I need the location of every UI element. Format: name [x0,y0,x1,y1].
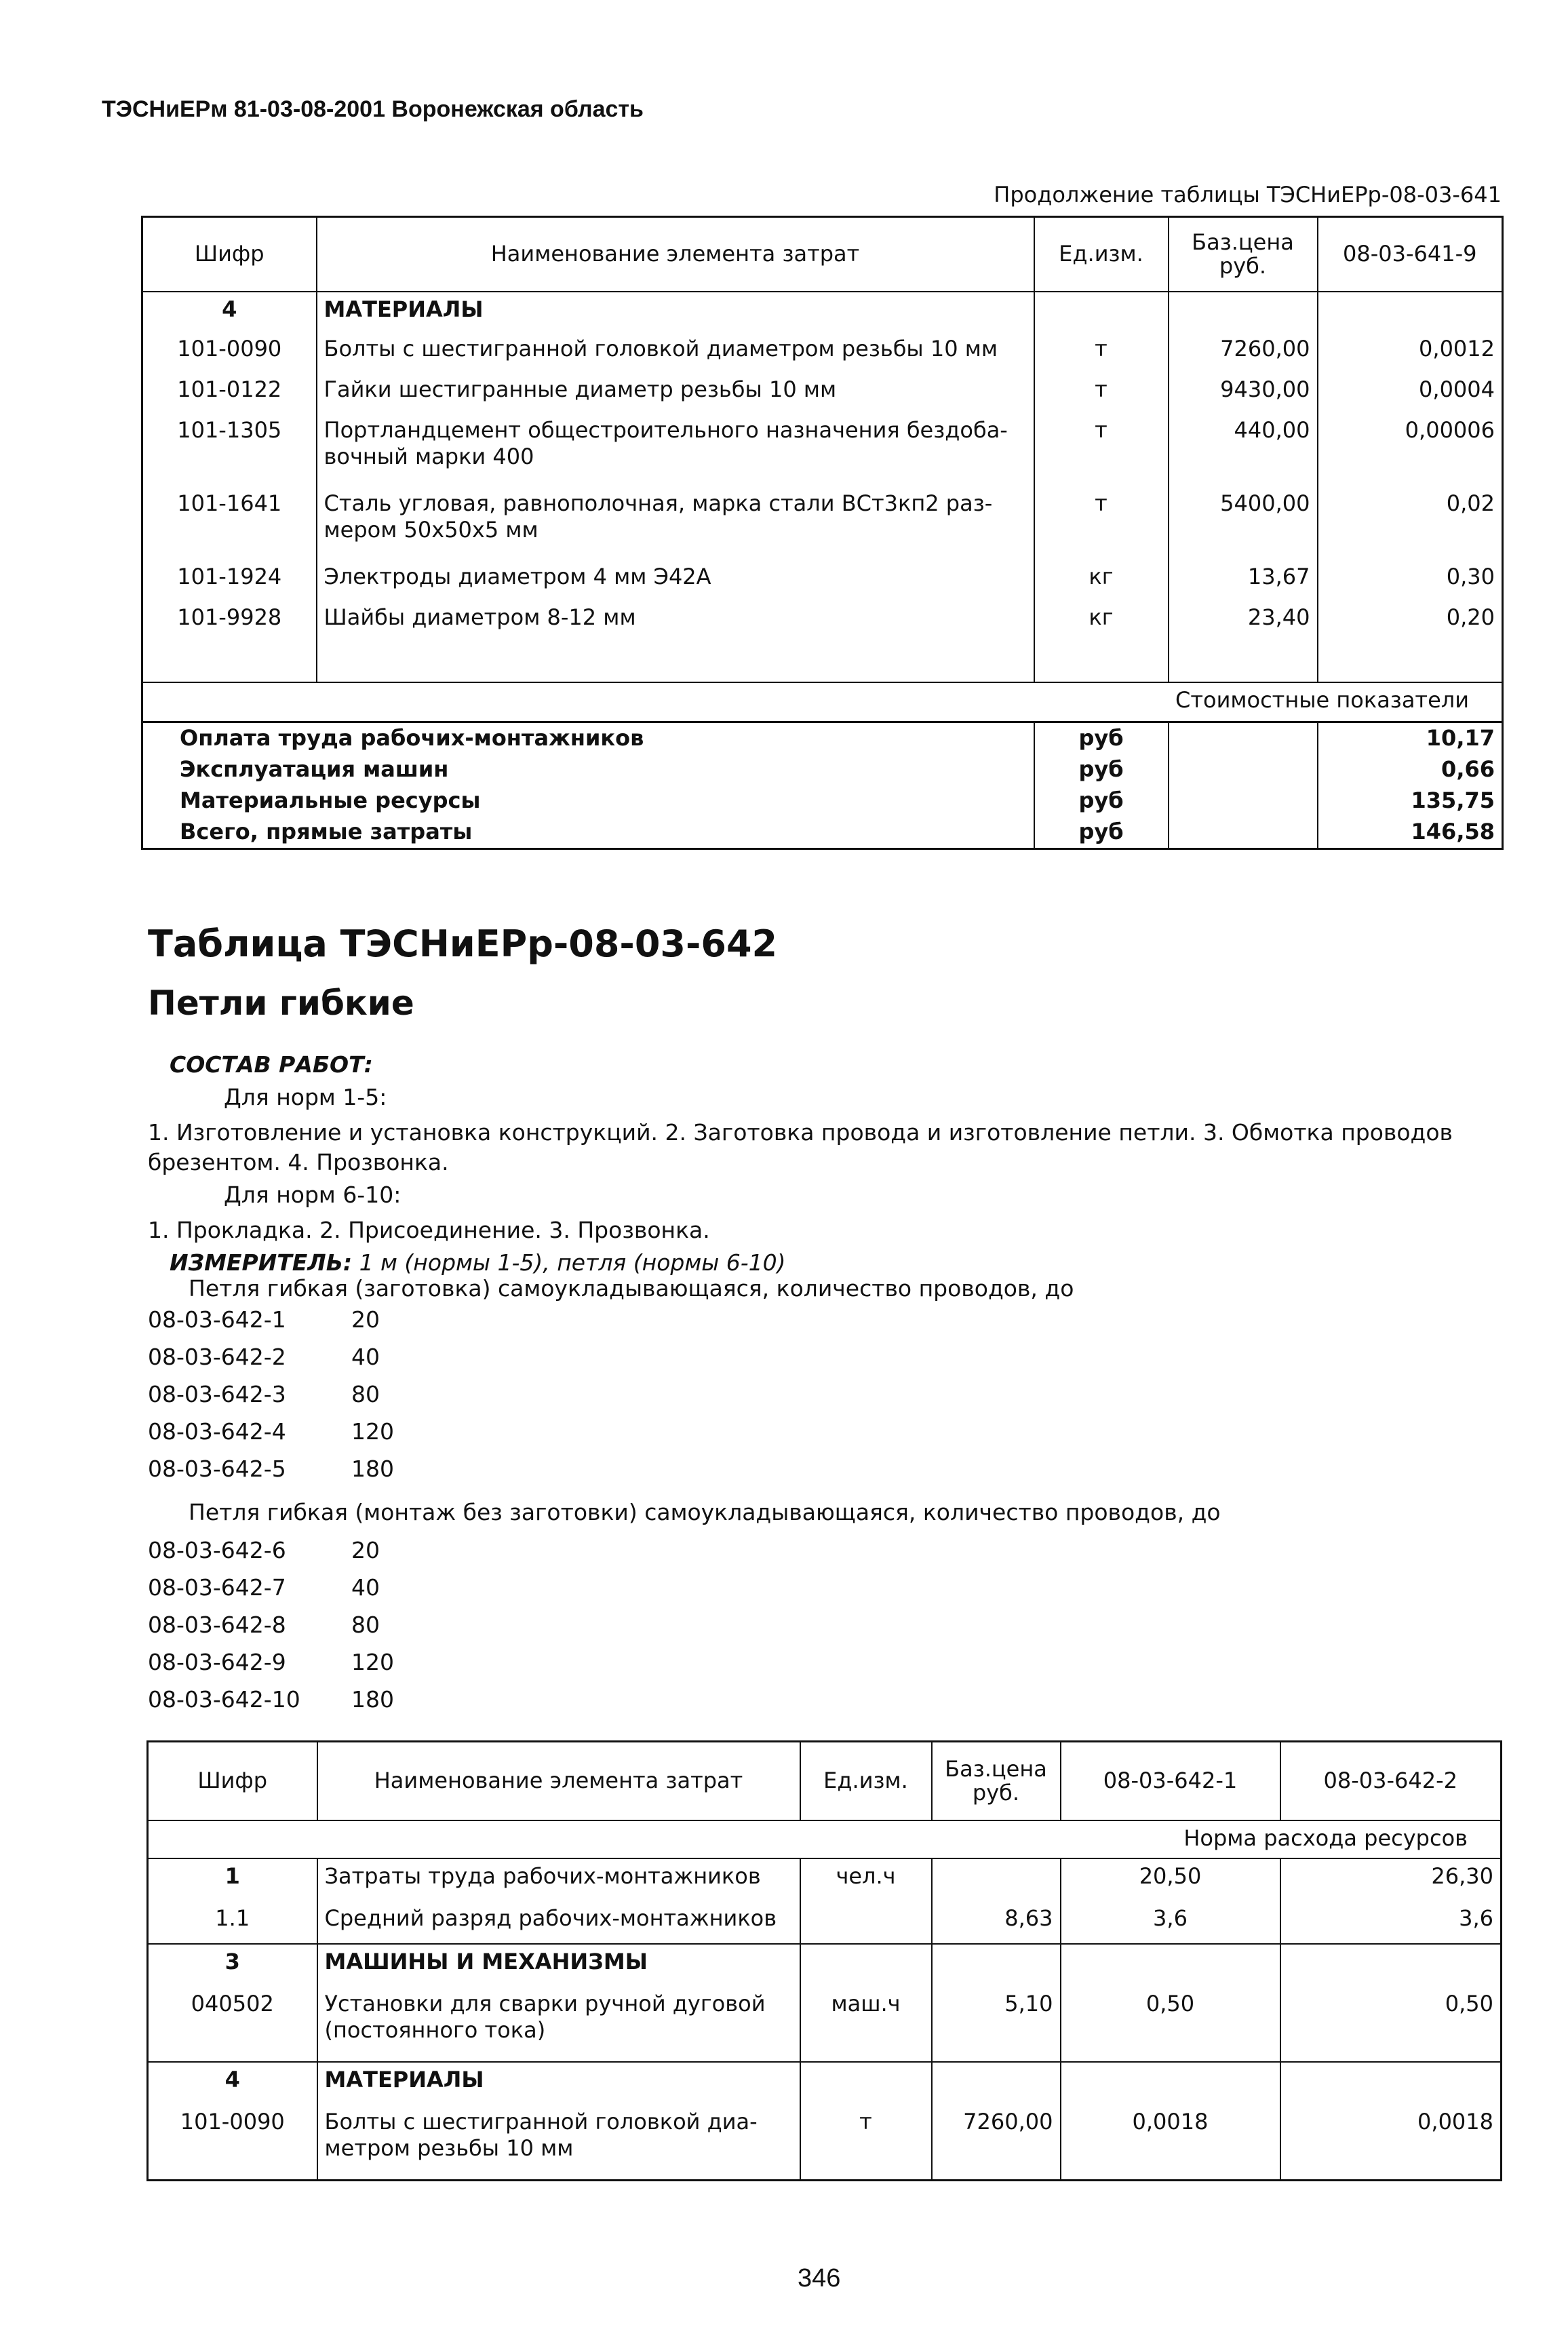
table-row [142,486,1503,560]
row-name: Болты с шестигранной головкой диаметром резьбы 10 мм [317,332,1034,372]
cost-header: Стоимостные показатели [142,682,1503,722]
list-item [148,1532,394,1569]
row-unit: т [1034,486,1169,560]
row-name: Электроды диаметром 4 мм Э42А [317,560,1034,600]
norm-header: Норма расхода ресурсов [148,1820,1502,1858]
row-price: 9430,00 [1169,372,1318,413]
row-value-2: 3,6 [1280,1901,1502,1944]
row-code: 101-0122 [142,372,317,413]
section-title: МАТЕРИАЛЫ [317,2062,800,2105]
work-1-5-text-cont: брезентом. 4. Прозвонка. [148,1149,449,1175]
norm-value: 120 [351,1418,394,1445]
list-item [148,1338,394,1376]
row-value-2: 26,30 [1280,1858,1502,1901]
norm-list-group1 [148,1301,394,1487]
row-name: Шайбы диаметром 8-12 мм [317,600,1034,641]
measure-label: ИЗМЕРИТЕЛЬ: [170,1249,353,1276]
cost-header-row [142,682,1503,722]
row-value-1: 20,50 [1061,1858,1280,1901]
row-value-1: 0,50 [1061,1987,1280,2062]
table-row [148,2105,1502,2181]
norm-code: 08-03-642-7 [148,1574,286,1601]
row-value-2: 0,0018 [1280,2105,1502,2181]
row-name: Средний разряд рабочих-монтажников [317,1901,800,1944]
row-name: Портландцемент общестроительного назначения бездоба-вочный марки 400 [317,413,1034,486]
norms-6-10-label: Для норм 6-10: [224,1182,401,1208]
summary-label: Оплата труда рабочих-монтажников [142,722,1034,755]
row-code: 101-1641 [142,486,317,560]
work-composition-label: СОСТАВ РАБОТ: [170,1051,373,1078]
summary-value: 146,58 [1318,817,1503,849]
section-title: МАШИНЫ И МЕХАНИЗМЫ [317,1944,800,1987]
table-row [148,1858,1502,1901]
norm-value: 20 [351,1306,380,1333]
row-price: 8,63 [932,1901,1061,1944]
norm-list-group2 [148,1532,394,1718]
table-continuation-label: Продолжение таблицы ТЭСНиЕРр-08-03-641 [994,182,1502,208]
norm-value: 20 [351,1537,380,1563]
norm-code: 08-03-642-9 [148,1649,286,1675]
row-unit: маш.ч [800,1987,932,2062]
header-code: Шифр [142,217,317,292]
section-row [142,292,1503,332]
row-value-2: 0,50 [1280,1987,1502,2062]
row-unit [800,1901,932,1944]
norm-code: 08-03-642-1 [148,1306,286,1333]
section-code: 4 [142,292,317,332]
norm-code: 08-03-642-2 [148,1344,286,1370]
header-norm: 08-03-641-9 [1318,217,1503,292]
row-code: 1.1 [148,1901,317,1944]
header-name: Наименование элемента затрат [317,217,1034,292]
norm-value: 80 [351,1381,380,1407]
summary-label: Всего, прямые затраты [180,819,473,844]
row-name: Гайки шестигранные диаметр резьбы 10 мм [317,372,1034,413]
row-value: 0,0012 [1318,332,1503,372]
row-value: 0,20 [1318,600,1503,641]
row-value-1: 3,6 [1061,1901,1280,1944]
summary-unit: руб [1034,754,1169,785]
row-price: 440,00 [1169,413,1318,486]
norm-header-row [148,1820,1502,1858]
list-item [148,1569,394,1606]
row-name: Затраты труда рабочих-монтажников [317,1858,800,1901]
list-item [148,1376,394,1413]
section-row [148,1944,1502,1987]
document-header: ТЭСНиЕРм 81-03-08-2001 Воронежская область [102,96,644,122]
row-name: Болты с шестигранной головкой диа- метром резьбы 10 мм [317,2105,800,2181]
summary-label: Материальные ресурсы [180,787,481,813]
row-name: Установки для сварки ручной дуговой (постоянного тока) [317,1987,800,2062]
row-price: 5400,00 [1169,486,1318,560]
row-price [932,1858,1061,1901]
list-item [148,1450,394,1487]
table-subtitle: Петли гибкие [148,983,414,1023]
summary-value: 10,17 [1318,722,1503,755]
summary-row [142,785,1503,817]
list-item [148,1301,394,1338]
row-price: 7260,00 [1169,332,1318,372]
header-unit: Ед.изм. [800,1742,932,1821]
norms-1-5-label: Для норм 1-5: [224,1084,387,1110]
row-code: 101-1924 [142,560,317,600]
norm-code: 08-03-642-10 [148,1686,300,1713]
row-unit: т [800,2105,932,2181]
list-item [148,1681,394,1718]
row-value-1: 0,0018 [1061,2105,1280,2181]
row-unit: чел.ч [800,1858,932,1901]
summary-row [142,754,1503,785]
list-item [148,1413,394,1450]
header-price: Баз.цена руб. [1169,217,1318,292]
row-value: 0,00006 [1318,413,1503,486]
summary-row [142,722,1503,755]
norm-code: 08-03-642-4 [148,1418,286,1445]
group2-title: Петля гибкая (монтаж без заготовки) самоукладывающаяся, количество проводов, до [189,1499,1221,1525]
header-unit: Ед.изм. [1034,217,1169,292]
header-norm-1: 08-03-642-1 [1061,1742,1280,1821]
row-value: 0,02 [1318,486,1503,560]
norm-value: 80 [351,1612,380,1638]
header-price: Баз.цена руб. [932,1742,1061,1821]
row-price: 23,40 [1169,600,1318,641]
measure-line [170,1249,786,1276]
list-item [148,1643,394,1681]
table-row [142,600,1503,641]
row-name: Сталь угловая, равнополочная, марка стали ВСт3кп2 раз-мером 50х50х5 мм [317,486,1034,560]
resource-table-641 [141,216,1504,850]
row-unit: т [1034,413,1169,486]
row-price: 13,67 [1169,560,1318,600]
section-title: МАТЕРИАЛЫ [317,292,1034,332]
row-unit: т [1034,332,1169,372]
group1-title: Петля гибкая (заготовка) самоукладывающаяся, количество проводов, до [189,1275,1074,1302]
row-price: 7260,00 [932,2105,1061,2181]
table-row [142,332,1503,372]
row-code: 101-1305 [142,413,317,486]
norm-value: 40 [351,1574,380,1601]
summary-value: 0,66 [1318,754,1503,785]
summary-label: Эксплуатация машин [180,756,449,782]
row-unit: кг [1034,560,1169,600]
summary-unit: руб [1034,817,1169,849]
table-header-row [142,217,1503,292]
table-row [142,413,1503,486]
summary-unit: руб [1034,785,1169,817]
table-row [142,372,1503,413]
summary-row [142,817,1503,849]
list-item [148,1606,394,1643]
norm-code: 08-03-642-8 [148,1612,286,1638]
row-code: 1 [148,1858,317,1901]
section-code: 3 [148,1944,317,1987]
row-code: 040502 [148,1987,317,2062]
row-value: 0,30 [1318,560,1503,600]
norm-value: 180 [351,1456,394,1482]
section-code: 4 [148,2062,317,2105]
row-price: 5,10 [932,1987,1061,2062]
header-norm-2: 08-03-642-2 [1280,1742,1502,1821]
row-unit: кг [1034,600,1169,641]
row-code: 101-0090 [148,2105,317,2181]
row-unit: т [1034,372,1169,413]
resource-table-642 [146,1740,1502,2181]
table-row [142,560,1503,600]
row-value: 0,0004 [1318,372,1503,413]
table-row [148,1987,1502,2062]
page-number: 346 [798,2264,841,2293]
norm-value: 180 [351,1686,394,1713]
header-name: Наименование элемента затрат [317,1742,800,1821]
table-header-row [148,1742,1502,1821]
section-row [148,2062,1502,2105]
work-1-5-text: 1. Изготовление и установка конструкций. 2. Заготовка провода и изготовление петли. 3. Обмотка проводов [148,1119,1453,1146]
norm-code: 08-03-642-3 [148,1381,286,1407]
norm-value: 40 [351,1344,380,1370]
norm-value: 120 [351,1649,394,1675]
header-code: Шифр [148,1742,317,1821]
table-title: Таблица ТЭСНиЕРр-08-03-642 [148,922,778,965]
summary-value: 135,75 [1318,785,1503,817]
summary-unit: руб [1034,722,1169,755]
table-row [148,1901,1502,1944]
norm-code: 08-03-642-5 [148,1456,286,1482]
measure-text: 1 м (нормы 1-5), петля (нормы 6-10) [359,1249,786,1276]
work-6-10-text: 1. Прокладка. 2. Присоединение. 3. Прозвонка. [148,1217,710,1243]
row-code: 101-9928 [142,600,317,641]
row-code: 101-0090 [142,332,317,372]
norm-code: 08-03-642-6 [148,1537,286,1563]
